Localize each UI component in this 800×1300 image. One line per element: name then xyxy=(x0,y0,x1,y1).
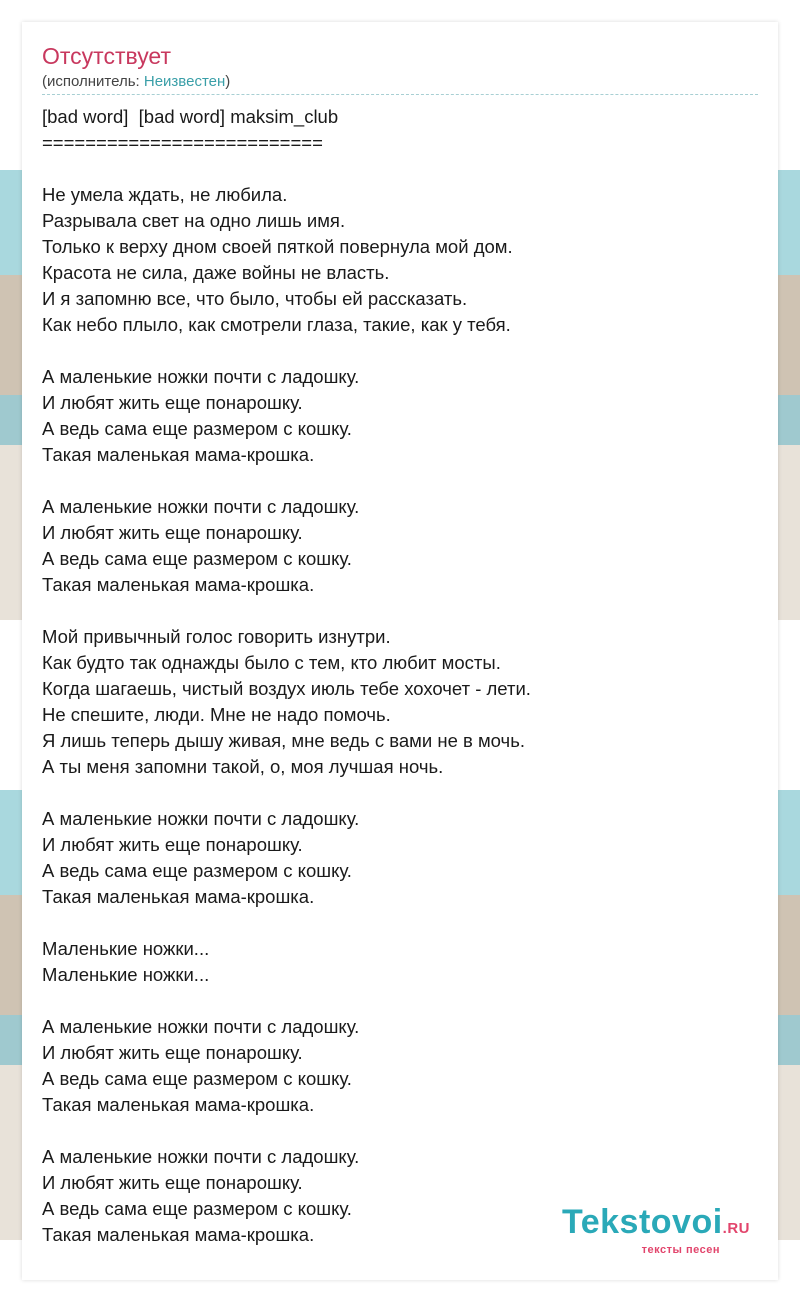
lyric-line: А маленькие ножки почти с ладошку. xyxy=(42,496,360,517)
lyric-line: Маленькие ножки... xyxy=(42,938,210,959)
lyric-line: Маленькие ножки... xyxy=(42,964,210,985)
lyric-line: Красота не сила, даже войны не власть. xyxy=(42,262,390,283)
lyric-line: ========================== xyxy=(42,132,323,153)
lyric-line: Не спешите, люди. Мне не надо помочь. xyxy=(42,704,391,725)
artist-suffix: ) xyxy=(225,73,231,90)
lyric-line xyxy=(42,468,758,494)
song-title: Отсутствует xyxy=(42,43,171,69)
logo-main-text: Tekstovoi xyxy=(561,1203,723,1241)
lyric-line: Как небо плыло, как смотрели глаза, такие, как у тебя. xyxy=(42,314,511,335)
lyrics-text xyxy=(42,104,758,1248)
lyric-line: И любят жить еще понарошку. xyxy=(42,392,303,413)
logo-tld: .RU xyxy=(722,1220,750,1237)
lyric-line: А ты меня запомни такой, о, моя лучшая ночь. xyxy=(42,756,444,777)
lyric-line: Разрывала свет на одно лишь имя. xyxy=(42,210,346,231)
lyric-line: И любят жить еще понарошку. xyxy=(42,834,303,855)
lyric-line: Я лишь теперь дышу живая, мне ведь с вами не в мочь. xyxy=(42,730,525,751)
lyric-line: А маленькие ножки почти с ладошку. xyxy=(42,1016,360,1037)
site-logo[interactable] xyxy=(562,1205,750,1256)
lyric-line: Такая маленькая мама-крошка. xyxy=(42,1094,315,1115)
lyric-line: Как будто так однажды было с тем, кто любит мосты. xyxy=(42,652,501,673)
lyric-line xyxy=(42,156,758,182)
lyrics-card xyxy=(22,22,778,1280)
artist-prefix: (исполнитель: xyxy=(42,73,144,90)
lyric-line: И я запомню все, что было, чтобы ей рассказать. xyxy=(42,288,468,309)
lyric-line: А ведь сама еще размером с кошку. xyxy=(42,418,352,439)
lyric-line xyxy=(42,598,758,624)
lyric-line: Такая маленькая мама-крошка. xyxy=(42,886,315,907)
artist-name-link[interactable]: Неизвестен xyxy=(143,73,226,90)
lyric-line: И любят жить еще понарошку. xyxy=(42,1172,303,1193)
lyric-line: Такая маленькая мама-крошка. xyxy=(42,1224,315,1245)
lyric-line xyxy=(42,910,758,936)
lyric-line xyxy=(42,1118,758,1144)
lyric-line: Такая маленькая мама-крошка. xyxy=(42,574,315,595)
lyric-line: А маленькие ножки почти с ладошку. xyxy=(42,808,360,829)
lyric-line: Не умела ждать, не любила. xyxy=(42,184,288,205)
lyric-line: Мой привычный голос говорить изнутри. xyxy=(42,626,391,647)
lyric-line xyxy=(42,780,758,806)
lyric-line: А ведь сама еще размером с кошку. xyxy=(42,860,352,881)
lyric-line: А маленькие ножки почти с ладошку. xyxy=(42,1146,360,1167)
lyric-line: А ведь сама еще размером с кошку. xyxy=(42,1198,352,1219)
lyric-line: И любят жить еще понарошку. xyxy=(42,522,303,543)
lyric-line: А ведь сама еще размером с кошку. xyxy=(42,1068,352,1089)
lyric-line xyxy=(42,338,758,364)
lyric-line: А маленькие ножки почти с ладошку. xyxy=(42,366,360,387)
lyric-line: Когда шагаешь, чистый воздух июль тебе хохочет - лети. xyxy=(42,678,531,699)
artist-line xyxy=(42,72,758,95)
lyric-line: Только к верху дном своей пяткой повернула мой дом. xyxy=(42,236,513,257)
lyric-line xyxy=(42,988,758,1014)
lyric-line: [bad word] [bad word] maksim_club xyxy=(42,106,339,127)
logo-wordmark xyxy=(562,1205,750,1246)
logo-tagline: тексты песен xyxy=(641,1244,720,1256)
lyric-line: И любят жить еще понарошку. xyxy=(42,1042,303,1063)
lyric-line: А ведь сама еще размером с кошку. xyxy=(42,548,352,569)
lyric-line: Такая маленькая мама-крошка. xyxy=(42,444,315,465)
